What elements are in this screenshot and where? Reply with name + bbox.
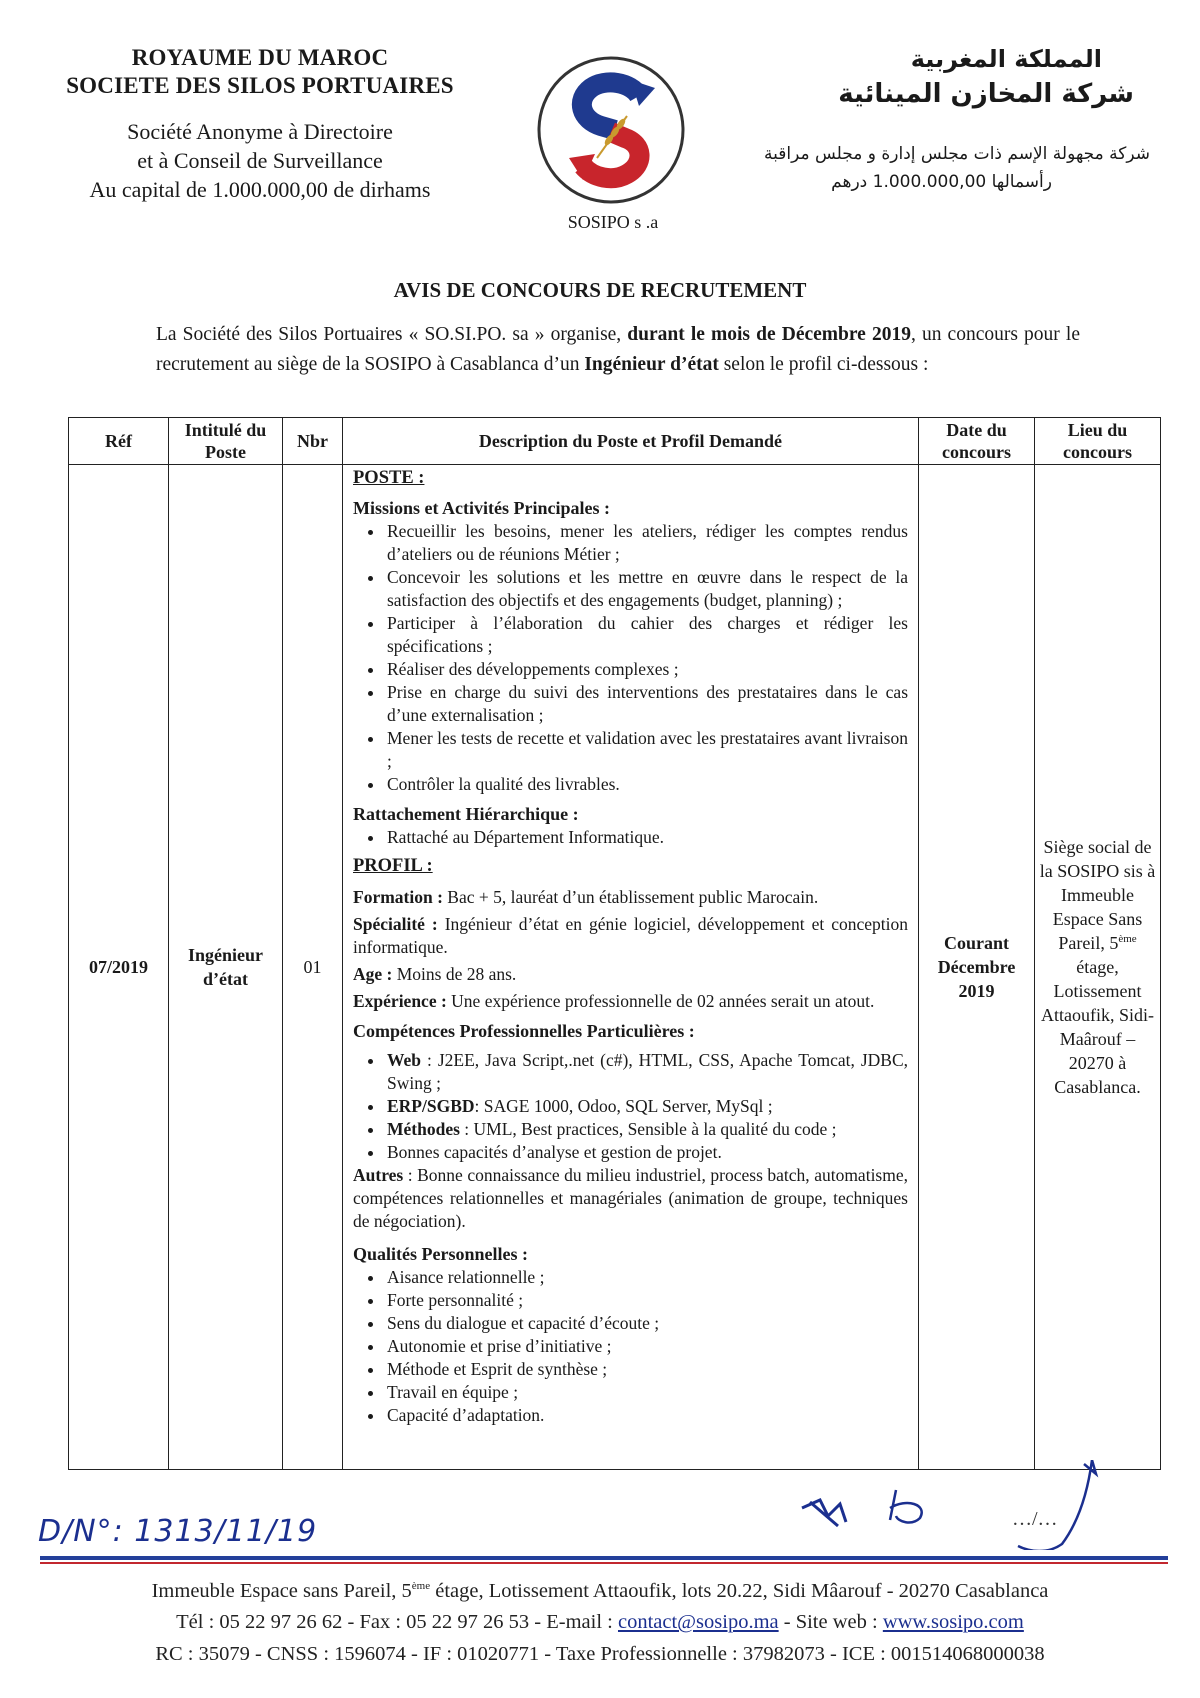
intro-text-1: La Société des Silos Portuaires « SO.SI.PO. sa » organise, (156, 324, 628, 345)
header-date: Date du concours (919, 418, 1035, 465)
company-name-arabic: شركة المخازن المينائية (838, 79, 1134, 109)
missions-list (353, 520, 908, 796)
intro-text-3: selon le profil ci-dessous : (718, 354, 929, 375)
intro-bold-1: durant le mois de Décembre 2019 (627, 324, 911, 345)
header-lieu: Lieu du concours (1035, 418, 1161, 465)
header-ref: Réf (69, 418, 169, 465)
cell-description (343, 465, 919, 1470)
list-item (385, 1141, 908, 1164)
formation-text: Bac + 5, lauréat d’un établissement public Marocain. (442, 887, 819, 907)
logo-caption: SOSIPO s .a (567, 212, 659, 232)
competence-text: : J2EE, Java Script,.net (c#), HTML, CSS, Apache Tomcat, JDBC, Swing ; (387, 1050, 908, 1093)
table-header-row (69, 418, 1161, 465)
age-label: Age : (353, 964, 393, 984)
list-item: • Sens du dialogue et capacité d’écoute ; (385, 1312, 908, 1335)
list-item: • Concevoir les solutions et les mettre en œuvre dans le respect de la satisfaction des objectifs et des engagements (budget, planning) ; (385, 566, 908, 612)
competence-label: ERP/SGBD (387, 1096, 475, 1116)
list-item (385, 1118, 908, 1141)
company-name: SOCIETE DES SILOS PORTUAIRES (66, 73, 454, 98)
list-item: • Recueillir les besoins, mener les ateliers, rédiger les comptes rendus d’ateliers ou de réunions Métier ; (385, 520, 908, 566)
company-form-line1: Société Anonyme à Directoire (127, 119, 393, 144)
notice-title: AVIS DE CONCOURS DE RECRUTEMENT (393, 278, 807, 302)
header-left (40, 44, 480, 204)
header-right (680, 42, 1150, 196)
list-item: • Prise en charge du suivi des interventions des prestataires dans le cas d’une externalisation ; (385, 681, 908, 727)
address-text-2: étage, Lotissement Attaoufik, lots 20.22, Sidi Mâarouf - 20270 Casablanca (430, 1580, 1049, 1602)
intro-text-2: , un concours pour le recrutement au siège de la SOSIPO à Casablanca d’un (156, 324, 1080, 375)
competence-text: : UML, Best practices, Sensible à la qualité du code ; (459, 1119, 837, 1139)
cell-lieu (1035, 465, 1161, 1470)
continuation-mark: …/… (1012, 1508, 1058, 1530)
sosipo-logo (535, 54, 687, 206)
footer-rule-red (40, 1562, 1168, 1564)
formation-label: Formation : (353, 887, 443, 907)
recruitment-table (68, 417, 1161, 1470)
company-form-line2: et à Conseil de Surveillance (137, 148, 383, 173)
specialite-line (353, 913, 908, 959)
list-item: • Aisance relationnelle ; (385, 1266, 908, 1289)
competences-list (353, 1049, 908, 1164)
autres-label: Autres (353, 1165, 404, 1185)
rattachement-heading: Rattachement Hiérarchique : (353, 804, 579, 824)
qualites-heading: Qualités Personnelles : (353, 1244, 528, 1264)
list-item: • Rattaché au Département Informatique. (385, 826, 908, 849)
list-item: • Contrôler la qualité des livrables. (385, 773, 908, 796)
lieu-text-2: étage, Lotissement Attaoufik, Sidi-Maârouf – 20270 à Casablanca. (1041, 957, 1154, 1097)
list-item: • Méthode et Esprit de synthèse ; (385, 1358, 908, 1381)
signature (780, 1460, 1160, 1550)
experience-label: Expérience : (353, 991, 447, 1011)
age-text: Moins de 28 ans. (392, 964, 517, 984)
age-line (353, 963, 908, 986)
header-description: Description du Poste et Profil Demandé (343, 418, 919, 465)
specialite-label: Spécialité : (353, 914, 438, 934)
autres-line (353, 1164, 908, 1233)
list-item: • Mener les tests de recette et validation avec les prestataires avant livraison ; (385, 727, 908, 773)
experience-text: Une expérience professionnelle de 02 années serait un atout. (446, 991, 875, 1011)
experience-line (353, 990, 908, 1013)
specialite-text: Ingénieur d’état en génie logiciel, développement et conception informatique. (353, 914, 908, 957)
contact-text-1: Tél : 05 22 97 26 62 - Fax : 05 22 97 26 53 - E-mail : (176, 1611, 618, 1633)
country-name-arabic: المملكة المغربية (910, 45, 1102, 73)
handwritten-reference: D/N°: 1313/11/19 (38, 1514, 318, 1549)
footer-contact (0, 1607, 1200, 1638)
lieu-text-1: Siège social de la SOSIPO sis à Immeuble Espace Sans Pareil, 5 (1039, 837, 1156, 953)
list-item: • Forte personnalité ; (385, 1289, 908, 1312)
rattachement-list (353, 826, 908, 849)
competence-label: Web (387, 1050, 422, 1070)
profil-heading: PROFIL : (353, 856, 433, 876)
intro-bold-2: Ingénieur d’état (584, 354, 719, 375)
footer-registration: RC : 35079 - CNSS : 1596074 - IF : 01020771 - Taxe Professionnelle : 37982073 - ICE : 001514068000038 (155, 1643, 1045, 1665)
cell-ref: 07/2019 (69, 465, 169, 1470)
company-form-arabic: شركة مجهولة الإسم ذات مجلس إدارة و مجلس مراقبة (763, 144, 1150, 164)
formation-line (353, 886, 908, 909)
cell-nbr: 01 (283, 465, 343, 1470)
competence-text: Bonnes capacités d’analyse et gestion de projet. (387, 1142, 722, 1162)
footer-address (0, 1576, 1200, 1607)
autres-text: : Bonne connaissance du milieu industriel, process batch, automatisme, compétences relationnelles et managériales (animation de groupe, techniques de négociation). (353, 1165, 908, 1231)
header-intitule: Intitulé du Poste (169, 418, 283, 465)
cell-date: Courant Décembre 2019 (919, 465, 1035, 1470)
poste-heading: POSTE : (353, 468, 425, 488)
table-row (69, 465, 1161, 1470)
company-capital-arabic: رأسمالها 1.000.000,00 درهم (831, 172, 1052, 192)
competence-label: Méthodes (387, 1119, 460, 1139)
lieu-superscript: ème (1118, 933, 1137, 945)
list-item (385, 1049, 908, 1095)
list-item: • Participer à l’élaboration du cahier des charges et rédiger les spécifications ; (385, 612, 908, 658)
intro-paragraph (156, 320, 1080, 380)
contact-text-2: - Site web : (778, 1611, 883, 1633)
website-link[interactable]: www.sosipo.com (882, 1611, 1024, 1633)
competence-text: : SAGE 1000, Odoo, SQL Server, MySql ; (474, 1096, 773, 1116)
list-item: • Autonomie et prise d’initiative ; (385, 1335, 908, 1358)
address-text-1: Immeuble Espace sans Pareil, 5 (151, 1580, 412, 1602)
list-item: • Capacité d’adaptation. (385, 1404, 908, 1427)
qualites-list (353, 1266, 908, 1427)
header-nbr: Nbr (283, 418, 343, 465)
email-link[interactable]: contact@sosipo.ma (617, 1611, 779, 1633)
missions-heading: Missions et Activités Principales : (353, 498, 610, 518)
list-item: • Réaliser des développements complexes ; (385, 658, 908, 681)
address-superscript: ème (411, 1580, 431, 1593)
competences-heading: Compétences Professionnelles Particulières : (353, 1021, 695, 1041)
footer-rule-blue (40, 1556, 1168, 1560)
list-item (385, 1095, 908, 1118)
country-name: ROYAUME DU MAROC (131, 45, 389, 70)
company-capital: Au capital de 1.000.000,00 de dirhams (89, 177, 431, 202)
list-item: • Travail en équipe ; (385, 1381, 908, 1404)
cell-intitule: Ingénieur d’état (169, 465, 283, 1470)
